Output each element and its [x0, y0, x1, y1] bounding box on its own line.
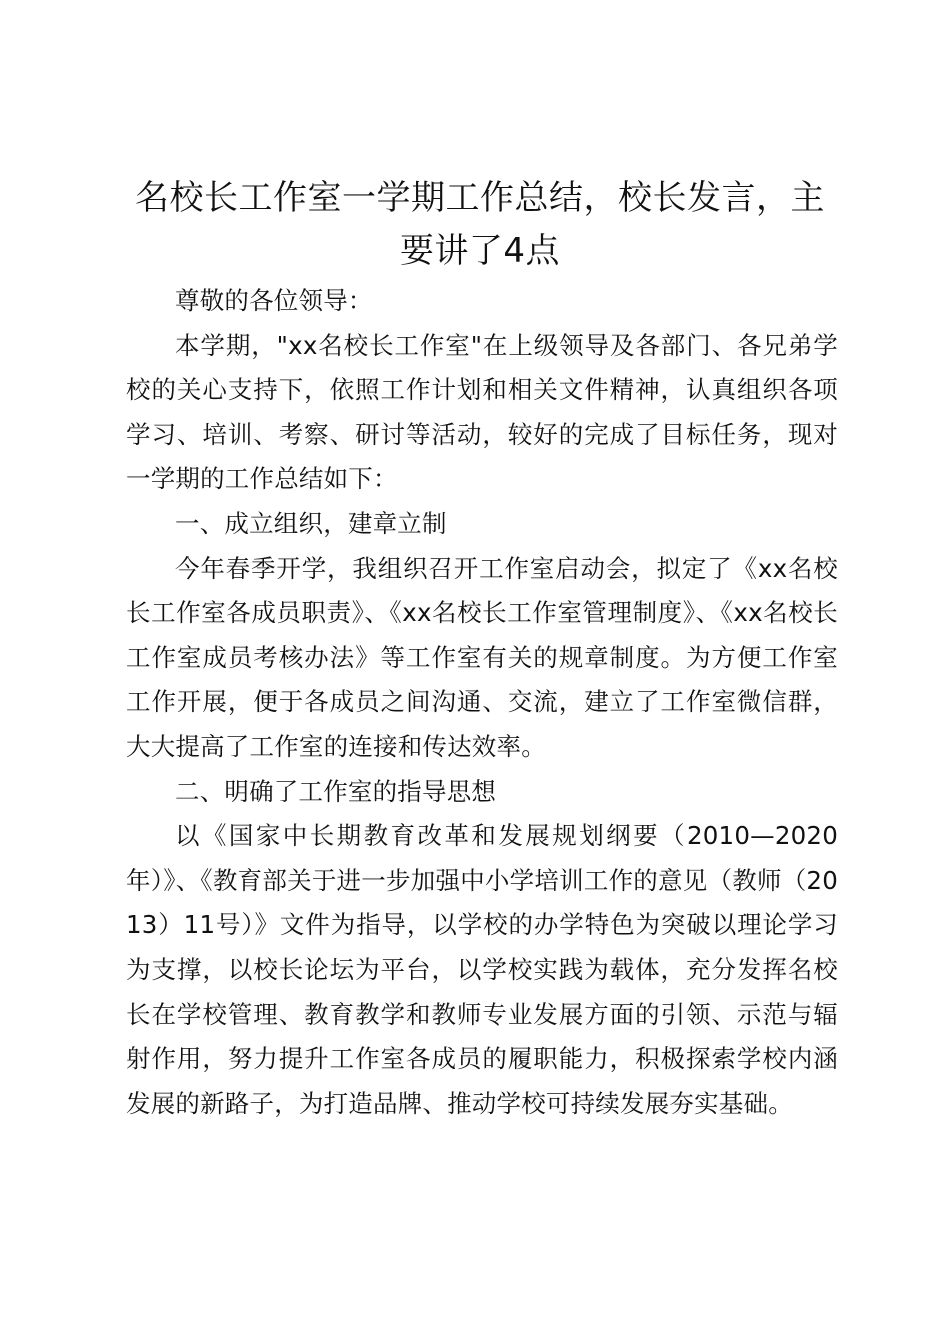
section-2-paragraph: 以《国家中长期教育改革和发展规划纲要（2010—2020年）》、《教育部关于进一步加强中小学培训工作的意见（教师（2013）11号）》文件为指导，以学校的办学特色为突破以理论学习为支撑，以校长论坛为平台，以学校实践为载体，充分发挥名校长在学校管理、教育教学和教师专业发展方面的引领、示范与辐射作用，努力提升工作室各成员的履职能力，积极探索学校内涵发展的新路子，为打造品牌、推动学校可持续发展夯实基础。: [126, 821, 838, 1118]
document-title: 名校长工作室一学期工作总结，校长发言，主要讲了4点: [135, 178, 825, 271]
section-1-paragraph: 今年春季开学，我组织召开工作室启动会，拟定了《xx名校长工作室各成员职责》、《xx名校长工作室管理制度》、《xx名校长工作室成员考核办法》等工作室有关的规章制度。为方便工作室工作开展，便于各成员之间沟通、交流，建立了工作室微信群，大大提高了工作室的连接和传达效率。: [126, 553, 838, 761]
document-body: [126, 279, 838, 1126]
section-heading-1: 一、成立组织，建章立制: [175, 508, 447, 538]
salutation-paragraph: 尊敬的各位领导：: [175, 286, 373, 315]
intro-paragraph: 本学期，"xx名校长工作室"在上级领导及各部门、各兄弟学校的关心支持下，依照工作计划和相关文件精神，认真组织各项学习、培训、考察、研讨等活动，较好的完成了目标任务，现对一学期的工作总结如下：: [126, 330, 838, 494]
section-heading-2: 二、明确了工作室的指导思想: [175, 776, 497, 806]
